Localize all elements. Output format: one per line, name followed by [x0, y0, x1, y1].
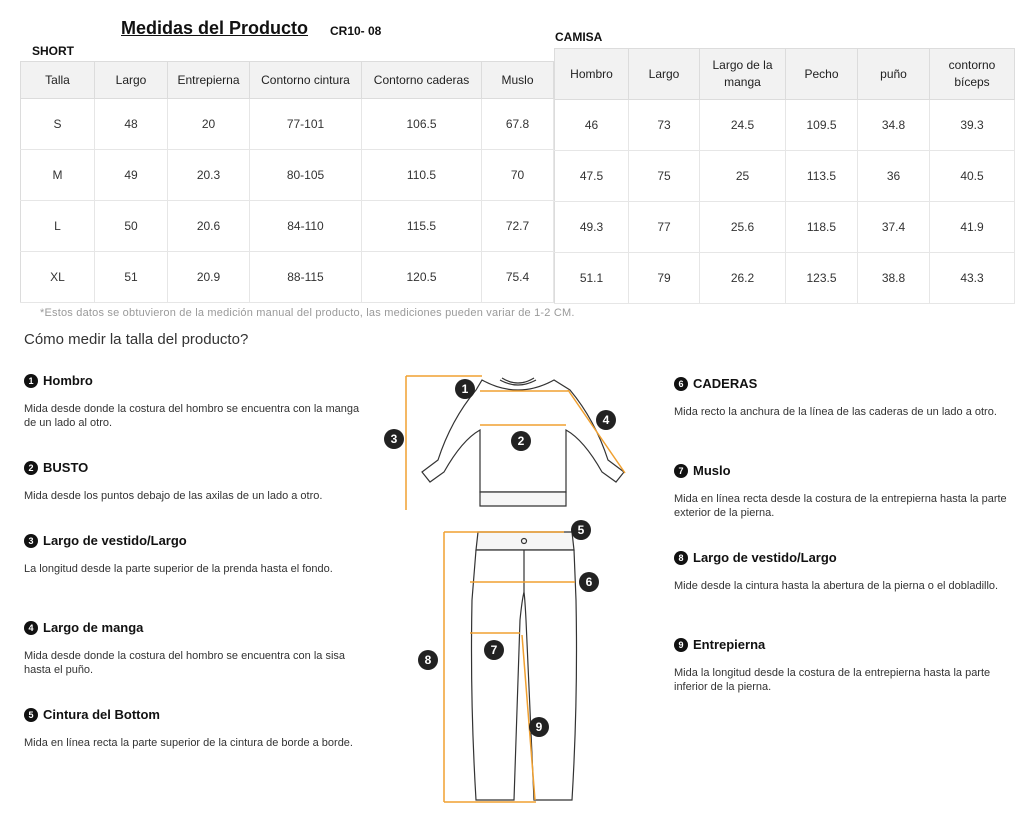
column-header: Talla [21, 62, 95, 99]
number-badge-icon: 5 [24, 708, 38, 722]
table-cell: 77 [629, 202, 700, 253]
table-cell: 84-110 [250, 201, 362, 252]
diagram-marker-5: 5 [571, 520, 591, 540]
column-header: Entrepierna [168, 62, 250, 99]
instruction-title: Hombro [43, 373, 93, 388]
table-cell: 51 [95, 252, 168, 303]
instruction-4 [24, 620, 369, 677]
column-header: Pecho [786, 49, 858, 100]
table-cell: 88-115 [250, 252, 362, 303]
short-size-table [20, 61, 554, 303]
instruction-title: Largo de vestido/Largo [693, 550, 837, 565]
table-cell: 20 [168, 99, 250, 150]
table-cell: 25 [700, 151, 786, 202]
table-row [21, 99, 554, 150]
column-header: Contorno caderas [362, 62, 482, 99]
column-header: Hombro [555, 49, 629, 100]
number-badge-icon: 1 [24, 374, 38, 388]
table-cell: 115.5 [362, 201, 482, 252]
table-cell: 123.5 [786, 253, 858, 304]
column-header: Contorno cintura [250, 62, 362, 99]
instruction-title: BUSTO [43, 460, 89, 475]
diagram-marker-6: 6 [579, 572, 599, 592]
instruction-2 [24, 460, 369, 503]
instruction-6 [674, 376, 1015, 419]
table-cell: 110.5 [362, 150, 482, 201]
instruction-description: Mide desde la cintura hasta la abertura de la pierna o el dobladillo. [674, 580, 999, 592]
table-cell: 39.3 [930, 100, 1015, 151]
table-cell: 79 [629, 253, 700, 304]
table-cell: 25.6 [700, 202, 786, 253]
diagram-marker-2: 2 [511, 431, 531, 451]
instruction-description: Mida en línea recta la parte superior de la cintura de borde a borde. [24, 737, 353, 749]
table-cell: 49.3 [555, 202, 629, 253]
number-badge-icon: 6 [674, 377, 688, 391]
table-cell: 73 [629, 100, 700, 151]
instruction-7 [674, 463, 1015, 520]
table-cell: 37.4 [858, 202, 930, 253]
table-cell: L [21, 201, 95, 252]
diagram-marker-1: 1 [455, 379, 475, 399]
instruction-5 [24, 707, 369, 750]
instruction-description: Mida en línea recta desde la costura de la entrepierna hasta la parte exterior de la pierna. [674, 493, 1007, 519]
table-row [555, 202, 1015, 253]
instruction-description: Mida desde donde la costura del hombro se encuentra con la sisa hasta el puño. [24, 650, 346, 676]
table-cell: 75.4 [482, 252, 554, 303]
table-cell: 51.1 [555, 253, 629, 304]
column-header: Largo [629, 49, 700, 100]
number-badge-icon: 4 [24, 621, 38, 635]
number-badge-icon: 9 [674, 638, 688, 652]
camisa-label: CAMISA [555, 30, 603, 44]
table-cell: 26.2 [700, 253, 786, 304]
table-row [21, 150, 554, 201]
table-cell: M [21, 150, 95, 201]
measurement-note: *Estos datos se obtuvieron de la medición manual del producto, las mediciones pueden variar de 1-2 CM. [40, 307, 575, 319]
table-cell: 80-105 [250, 150, 362, 201]
number-badge-icon: 8 [674, 551, 688, 565]
table-row [555, 100, 1015, 151]
instruction-description: Mida recto la anchura de la línea de las caderas de un lado a otro. [674, 406, 997, 418]
table-cell: 20.6 [168, 201, 250, 252]
table-cell: S [21, 99, 95, 150]
table-cell: 48 [95, 99, 168, 150]
table-cell: 70 [482, 150, 554, 201]
diagram-marker-9: 9 [529, 717, 549, 737]
instruction-8 [674, 550, 1015, 593]
instruction-title: Largo de vestido/Largo [43, 533, 187, 548]
number-badge-icon: 3 [24, 534, 38, 548]
table-cell: 106.5 [362, 99, 482, 150]
table-row [555, 151, 1015, 202]
diagram-marker-3: 3 [384, 429, 404, 449]
table-cell: 49 [95, 150, 168, 201]
page-title: Medidas del Producto [121, 18, 309, 38]
table-cell: 46 [555, 100, 629, 151]
instruction-description: Mida desde los puntos debajo de las axilas de un lado a otro. [24, 490, 323, 502]
number-badge-icon: 2 [24, 461, 38, 475]
instruction-title: CADERAS [693, 376, 758, 391]
table-cell: 120.5 [362, 252, 482, 303]
column-header: Largo de la manga [700, 49, 786, 100]
table-header-row [21, 62, 554, 99]
table-cell: 50 [95, 201, 168, 252]
table-cell: 36 [858, 151, 930, 202]
table-cell: 109.5 [786, 100, 858, 151]
instruction-1 [24, 373, 369, 430]
instruction-9 [674, 637, 1015, 694]
short-label: SHORT [32, 44, 74, 58]
instruction-title: Largo de manga [43, 620, 144, 635]
table-header-row [555, 49, 1015, 100]
table-row [21, 201, 554, 252]
table-cell: 20.3 [168, 150, 250, 201]
column-header: contorno bíceps [930, 49, 1015, 100]
instruction-description: Mida desde donde la costura del hombro se encuentra con la manga de un lado al otro. [24, 403, 360, 429]
column-header: Largo [95, 62, 168, 99]
table-cell: 47.5 [555, 151, 629, 202]
table-cell: 38.8 [858, 253, 930, 304]
diagram-marker-4: 4 [596, 410, 616, 430]
table-cell: 20.9 [168, 252, 250, 303]
instruction-title: Muslo [693, 463, 731, 478]
table-cell: XL [21, 252, 95, 303]
instruction-title: Cintura del Bottom [43, 707, 160, 722]
table-cell: 113.5 [786, 151, 858, 202]
column-header: Muslo [482, 62, 554, 99]
product-code: CR10- 08 [330, 24, 382, 38]
number-badge-icon: 7 [674, 464, 688, 478]
instruction-3 [24, 533, 369, 576]
table-row [555, 253, 1015, 304]
table-cell: 43.3 [930, 253, 1015, 304]
diagram-marker-8: 8 [418, 650, 438, 670]
instruction-title: Entrepierna [693, 637, 766, 652]
how-to-measure-heading: Cómo medir la talla del producto? [24, 331, 249, 348]
table-cell: 34.8 [858, 100, 930, 151]
table-cell: 67.8 [482, 99, 554, 150]
table-cell: 118.5 [786, 202, 858, 253]
table-cell: 72.7 [482, 201, 554, 252]
diagram-marker-7: 7 [484, 640, 504, 660]
table-cell: 77-101 [250, 99, 362, 150]
column-header: puño [858, 49, 930, 100]
camisa-size-table [554, 48, 1015, 304]
table-cell: 24.5 [700, 100, 786, 151]
instruction-description: La longitud desde la parte superior de la prenda hasta el fondo. [24, 563, 333, 575]
table-cell: 40.5 [930, 151, 1015, 202]
table-row [21, 252, 554, 303]
instruction-description: Mida la longitud desde la costura de la entrepierna hasta la parte inferior de la pierna. [674, 667, 991, 693]
table-cell: 41.9 [930, 202, 1015, 253]
table-cell: 75 [629, 151, 700, 202]
